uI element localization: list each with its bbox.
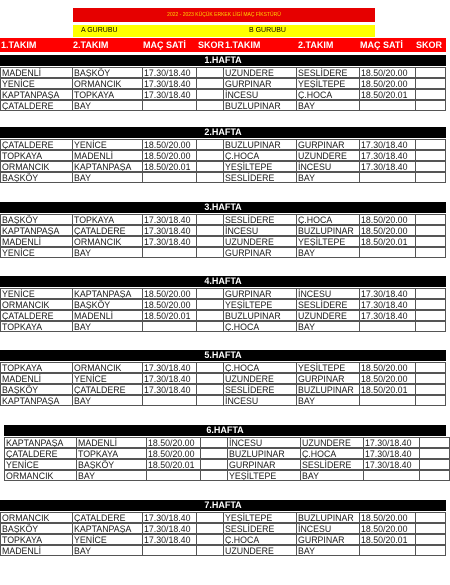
match-time-cell	[360, 321, 416, 332]
away-team-cell: BAY	[297, 321, 360, 332]
home-team-cell: SESLİDERE	[224, 384, 297, 395]
home-team-cell: TOPKAYA	[0, 534, 73, 545]
match-time-cell	[360, 247, 416, 258]
away-team-cell: BAY	[297, 395, 360, 406]
home-team-cell: GURPINAR	[228, 459, 301, 470]
away-team-cell: YEŞİLTEPE	[297, 362, 360, 373]
home-team-cell: İNCESU	[224, 89, 297, 100]
score-cell	[416, 78, 446, 89]
column-header-row	[0, 38, 446, 52]
score-cell	[416, 395, 446, 406]
away-team-cell: KAPTANPAŞA	[73, 161, 143, 172]
match-time-cell: 18.50/20.00	[360, 523, 416, 534]
home-team-cell: BUZLUPINAR	[224, 100, 297, 111]
score-cell	[416, 310, 446, 321]
home-team-cell: GURPINAR	[224, 247, 297, 258]
home-team-cell: İNCESU	[224, 395, 297, 406]
score-cell	[416, 150, 446, 161]
score-cell	[197, 395, 224, 406]
away-team-cell: GURPINAR	[297, 139, 360, 150]
home-team-cell: MADENLİ	[0, 373, 73, 384]
away-team-cell: BAY	[73, 100, 143, 111]
home-team-cell: İNCESU	[228, 437, 301, 448]
score-cell	[420, 470, 450, 481]
home-team-cell: Ç.HOCA	[224, 534, 297, 545]
away-team-cell: UZUNDERE	[301, 437, 364, 448]
score-cell	[197, 373, 224, 384]
score-cell	[420, 459, 450, 470]
home-team-cell: YEŞİLTEPE	[224, 512, 297, 523]
score-cell	[416, 384, 446, 395]
away-team-cell: BAŞKÖY	[73, 67, 143, 78]
home-team-cell: KAPTANPAŞA	[4, 437, 77, 448]
match-time-cell: 17.30/18.40	[360, 310, 416, 321]
away-team-cell: TOPKAYA	[73, 214, 143, 225]
week-header	[0, 276, 446, 287]
home-team-cell: TOPKAYA	[0, 362, 73, 373]
home-team-cell: YENİCE	[0, 288, 73, 299]
home-team-cell: YEŞİLTEPE	[228, 470, 301, 481]
match-time-cell: 17.30/18.40	[143, 512, 197, 523]
week-title: 7.HAFTA	[204, 500, 242, 510]
home-team-cell: MADENLİ	[0, 545, 73, 556]
score-cell	[197, 161, 224, 172]
home-team-cell: GURPINAR	[224, 78, 297, 89]
away-team-cell: Ç.HOCA	[297, 89, 360, 100]
home-team-cell: MADENLİ	[0, 236, 73, 247]
away-team-cell: YENİCE	[73, 534, 143, 545]
home-team-cell: ORMANCIK	[0, 299, 73, 310]
score-cell	[416, 373, 446, 384]
score-cell	[197, 214, 224, 225]
week-title: 3.HAFTA	[204, 202, 242, 212]
score-cell	[420, 448, 450, 459]
match-time-cell: 17.30/18.40	[364, 448, 420, 459]
col-header-time-a: MAÇ SATİ	[143, 40, 186, 50]
week-header	[0, 202, 446, 213]
score-cell	[197, 523, 224, 534]
away-team-cell: UZUNDERE	[297, 150, 360, 161]
match-time-cell	[364, 470, 420, 481]
away-team-cell: MADENLİ	[77, 437, 147, 448]
away-team-cell: Ç.HOCA	[301, 448, 364, 459]
group-b-header	[223, 25, 375, 37]
away-team-cell: BAY	[73, 321, 143, 332]
match-time-cell: 18.50/20.00	[147, 437, 201, 448]
group-b-label: B GURUBU	[249, 27, 286, 34]
home-team-cell: YENİCE	[4, 459, 77, 470]
score-cell	[197, 78, 224, 89]
away-team-cell: BAY	[73, 545, 143, 556]
away-team-cell: BAŞKÖY	[73, 299, 143, 310]
away-team-cell: BAY	[297, 247, 360, 258]
home-team-cell: TOPKAYA	[0, 321, 73, 332]
col-header-score-a: SKOR	[198, 40, 225, 50]
away-team-cell: Ç.HOCA	[297, 214, 360, 225]
match-time-cell: 18.50/20.01	[360, 236, 416, 247]
score-cell	[197, 384, 224, 395]
col-header-team2-a: 2.TAKIM	[73, 40, 109, 50]
score-cell	[416, 236, 446, 247]
match-time-cell: 18.50/20.00	[360, 214, 416, 225]
score-cell	[201, 459, 228, 470]
away-team-cell: MADENLİ	[73, 150, 143, 161]
match-time-cell	[360, 395, 416, 406]
away-team-cell: ORMANCIK	[73, 78, 143, 89]
home-team-cell: UZUNDERE	[224, 545, 297, 556]
match-time-cell: 17.30/18.40	[360, 299, 416, 310]
home-team-cell: BAŞKÖY	[0, 214, 73, 225]
match-time-cell: 18.50/20.00	[143, 139, 197, 150]
home-team-cell: KAPTANPAŞA	[0, 395, 73, 406]
away-team-cell: BAŞKÖY	[77, 459, 147, 470]
match-time-cell: 18.50/20.00	[360, 67, 416, 78]
away-team-cell: BAY	[297, 172, 360, 183]
score-cell	[416, 321, 446, 332]
home-team-cell: SESLİDERE	[224, 523, 297, 534]
week-title: 5.HAFTA	[204, 350, 242, 360]
score-cell	[416, 512, 446, 523]
page-title: 2022 - 2023 KÜÇÜK ERKEK LİGİ MAÇ FİKSTÜRÜ	[73, 8, 375, 22]
home-team-cell: BUZLUPINAR	[228, 448, 301, 459]
score-cell	[201, 437, 228, 448]
match-time-cell: 17.30/18.40	[364, 459, 420, 470]
match-time-cell: 18.50/20.00	[143, 150, 197, 161]
week-title: 6.HAFTA	[206, 425, 244, 435]
col-header-team2-b: 2.TAKIM	[298, 40, 334, 50]
match-time-cell: 17.30/18.40	[143, 67, 197, 78]
group-a-header	[73, 25, 223, 37]
away-team-cell: BAY	[73, 172, 143, 183]
away-team-cell: BAY	[301, 470, 364, 481]
away-team-cell: BAY	[77, 470, 147, 481]
col-header-score-b: SKOR	[416, 40, 443, 50]
week-title: 4.HAFTA	[204, 276, 242, 286]
score-cell	[197, 67, 224, 78]
week-header	[0, 127, 446, 138]
match-time-cell: 17.30/18.40	[143, 214, 197, 225]
score-cell	[416, 545, 446, 556]
week-header	[0, 500, 446, 511]
week-block	[4, 425, 450, 485]
away-team-cell: SESLİDERE	[297, 299, 360, 310]
home-team-cell: ÇATALDERE	[0, 139, 73, 150]
score-cell	[416, 67, 446, 78]
home-team-cell: BUZLUPINAR	[224, 139, 297, 150]
home-team-cell: ORMANCIK	[0, 512, 73, 523]
score-cell	[201, 448, 228, 459]
score-cell	[416, 362, 446, 373]
score-cell	[197, 299, 224, 310]
score-cell	[416, 172, 446, 183]
away-team-cell: BUZLUPINAR	[297, 225, 360, 236]
col-header-team1-b: 1.TAKIM	[225, 40, 261, 50]
score-cell	[416, 214, 446, 225]
week-block	[0, 500, 446, 560]
score-cell	[416, 523, 446, 534]
match-time-cell	[143, 321, 197, 332]
home-team-cell: BAŞKÖY	[0, 384, 73, 395]
week-block	[0, 127, 446, 187]
match-time-cell	[360, 100, 416, 111]
home-team-cell: ÇATALDERE	[0, 310, 73, 321]
home-team-cell: KAPTANPAŞA	[0, 89, 73, 100]
home-team-cell: YEŞİLTEPE	[224, 299, 297, 310]
away-team-cell: KAPTANPAŞA	[73, 523, 143, 534]
score-cell	[197, 100, 224, 111]
score-cell	[197, 534, 224, 545]
away-team-cell: TOPKAYA	[73, 89, 143, 100]
home-team-cell: YENİCE	[0, 247, 73, 258]
away-team-cell: ORMANCIK	[73, 236, 143, 247]
score-cell	[416, 225, 446, 236]
score-cell	[416, 100, 446, 111]
home-team-cell: Ç.HOCA	[224, 362, 297, 373]
week-header	[4, 425, 446, 436]
away-team-cell: UZUNDERE	[297, 310, 360, 321]
home-team-cell: SESLİDERE	[224, 214, 297, 225]
away-team-cell: YEŞİLTEPE	[297, 78, 360, 89]
home-team-cell: ORMANCIK	[4, 470, 77, 481]
match-time-cell: 18.50/20.01	[147, 459, 201, 470]
home-team-cell: UZUNDERE	[224, 373, 297, 384]
match-time-cell	[143, 172, 197, 183]
home-team-cell: BUZLUPINAR	[224, 310, 297, 321]
away-team-cell: KAPTANPAŞA	[73, 288, 143, 299]
match-time-cell: 18.50/20.00	[360, 78, 416, 89]
away-team-cell: ÇATALDERE	[73, 225, 143, 236]
match-time-cell: 18.50/20.00	[360, 362, 416, 373]
away-team-cell: SESLİDERE	[297, 67, 360, 78]
week-title: 2.HAFTA	[204, 127, 242, 137]
col-header-time-b: MAÇ SATİ	[360, 40, 403, 50]
match-time-cell: 17.30/18.40	[360, 288, 416, 299]
match-time-cell: 17.30/18.40	[143, 78, 197, 89]
match-time-cell: 18.50/20.00	[360, 373, 416, 384]
match-time-cell: 18.50/20.01	[360, 384, 416, 395]
score-cell	[416, 161, 446, 172]
score-cell	[197, 247, 224, 258]
away-team-cell: ÇATALDERE	[73, 384, 143, 395]
home-team-cell: MADENLİ	[0, 67, 73, 78]
away-team-cell: YENİCE	[73, 139, 143, 150]
home-team-cell: BAŞKÖY	[0, 172, 73, 183]
home-team-cell: TOPKAYA	[0, 150, 73, 161]
away-team-cell: YENİCE	[73, 373, 143, 384]
week-block	[0, 276, 446, 336]
match-time-cell	[360, 545, 416, 556]
match-time-cell	[147, 470, 201, 481]
away-team-cell: ORMANCIK	[73, 362, 143, 373]
away-team-cell: BAY	[73, 247, 143, 258]
home-team-cell: GURPINAR	[224, 288, 297, 299]
home-team-cell: ÇATALDERE	[4, 448, 77, 459]
away-team-cell: BAY	[73, 395, 143, 406]
match-time-cell: 18.50/20.00	[143, 299, 197, 310]
score-cell	[197, 310, 224, 321]
match-time-cell: 17.30/18.40	[360, 139, 416, 150]
match-time-cell: 17.30/18.40	[364, 437, 420, 448]
score-cell	[416, 139, 446, 150]
away-team-cell: İNCESU	[297, 523, 360, 534]
week-block	[0, 55, 446, 115]
away-team-cell: GURPINAR	[297, 534, 360, 545]
score-cell	[197, 150, 224, 161]
match-time-cell: 17.30/18.40	[360, 161, 416, 172]
match-time-cell: 18.50/20.01	[360, 89, 416, 100]
away-team-cell: İNCESU	[297, 161, 360, 172]
week-block	[0, 350, 446, 410]
match-time-cell: 18.50/20.00	[360, 225, 416, 236]
week-header	[0, 350, 446, 361]
home-team-cell: SESLİDERE	[224, 172, 297, 183]
match-time-cell: 18.50/20.00	[147, 448, 201, 459]
home-team-cell: Ç.HOCA	[224, 321, 297, 332]
home-team-cell: ORMANCIK	[0, 161, 73, 172]
away-team-cell: BUZLUPINAR	[297, 384, 360, 395]
week-title: 1.HAFTA	[204, 55, 242, 65]
away-team-cell: İNCESU	[297, 288, 360, 299]
home-team-cell: İNCESU	[224, 225, 297, 236]
match-time-cell: 17.30/18.40	[143, 384, 197, 395]
score-cell	[197, 362, 224, 373]
score-cell	[201, 470, 228, 481]
home-team-cell: KAPTANPAŞA	[0, 225, 73, 236]
score-cell	[416, 247, 446, 258]
home-team-cell: YEŞİLTEPE	[224, 161, 297, 172]
away-team-cell: BAY	[297, 545, 360, 556]
match-time-cell	[143, 247, 197, 258]
match-time-cell	[143, 545, 197, 556]
away-team-cell: BAY	[297, 100, 360, 111]
score-cell	[420, 437, 450, 448]
away-team-cell: YEŞİLTEPE	[297, 236, 360, 247]
match-time-cell: 17.30/18.40	[143, 89, 197, 100]
score-cell	[197, 139, 224, 150]
away-team-cell: TOPKAYA	[77, 448, 147, 459]
match-time-cell	[360, 172, 416, 183]
match-time-cell: 18.50/20.01	[360, 534, 416, 545]
score-cell	[416, 299, 446, 310]
score-cell	[197, 225, 224, 236]
score-cell	[197, 236, 224, 247]
match-time-cell: 18.50/20.00	[143, 288, 197, 299]
match-time-cell: 17.30/18.40	[143, 362, 197, 373]
group-a-label: A GURUBU	[81, 27, 118, 34]
home-team-cell: YENİCE	[0, 78, 73, 89]
score-cell	[416, 89, 446, 100]
away-team-cell: GURPINAR	[297, 373, 360, 384]
home-team-cell: UZUNDERE	[224, 236, 297, 247]
match-time-cell: 17.30/18.40	[143, 523, 197, 534]
away-team-cell: BUZLUPINAR	[297, 512, 360, 523]
score-cell	[416, 534, 446, 545]
score-cell	[416, 288, 446, 299]
match-time-cell: 18.50/20.00	[360, 512, 416, 523]
match-time-cell: 17.30/18.40	[143, 373, 197, 384]
match-time-cell: 17.30/18.40	[143, 534, 197, 545]
away-team-cell: SESLİDERE	[301, 459, 364, 470]
home-team-cell: Ç.HOCA	[224, 150, 297, 161]
week-header	[0, 55, 446, 66]
score-cell	[197, 288, 224, 299]
score-cell	[197, 545, 224, 556]
match-time-cell: 17.30/18.40	[360, 150, 416, 161]
home-team-cell: BAŞKÖY	[0, 523, 73, 534]
score-cell	[197, 89, 224, 100]
away-team-cell: ÇATALDERE	[73, 512, 143, 523]
home-team-cell: UZUNDERE	[224, 67, 297, 78]
match-time-cell: 18.50/20.01	[143, 310, 197, 321]
score-cell	[197, 172, 224, 183]
col-header-team1-a: 1.TAKIM	[1, 40, 37, 50]
away-team-cell: MADENLİ	[73, 310, 143, 321]
match-time-cell	[143, 100, 197, 111]
week-block	[0, 202, 446, 262]
home-team-cell: ÇATALDERE	[0, 100, 73, 111]
match-time-cell: 18.50/20.01	[143, 161, 197, 172]
match-time-cell: 17.30/18.40	[143, 236, 197, 247]
score-cell	[197, 512, 224, 523]
score-cell	[197, 321, 224, 332]
match-time-cell	[143, 395, 197, 406]
match-time-cell: 17.30/18.40	[143, 225, 197, 236]
